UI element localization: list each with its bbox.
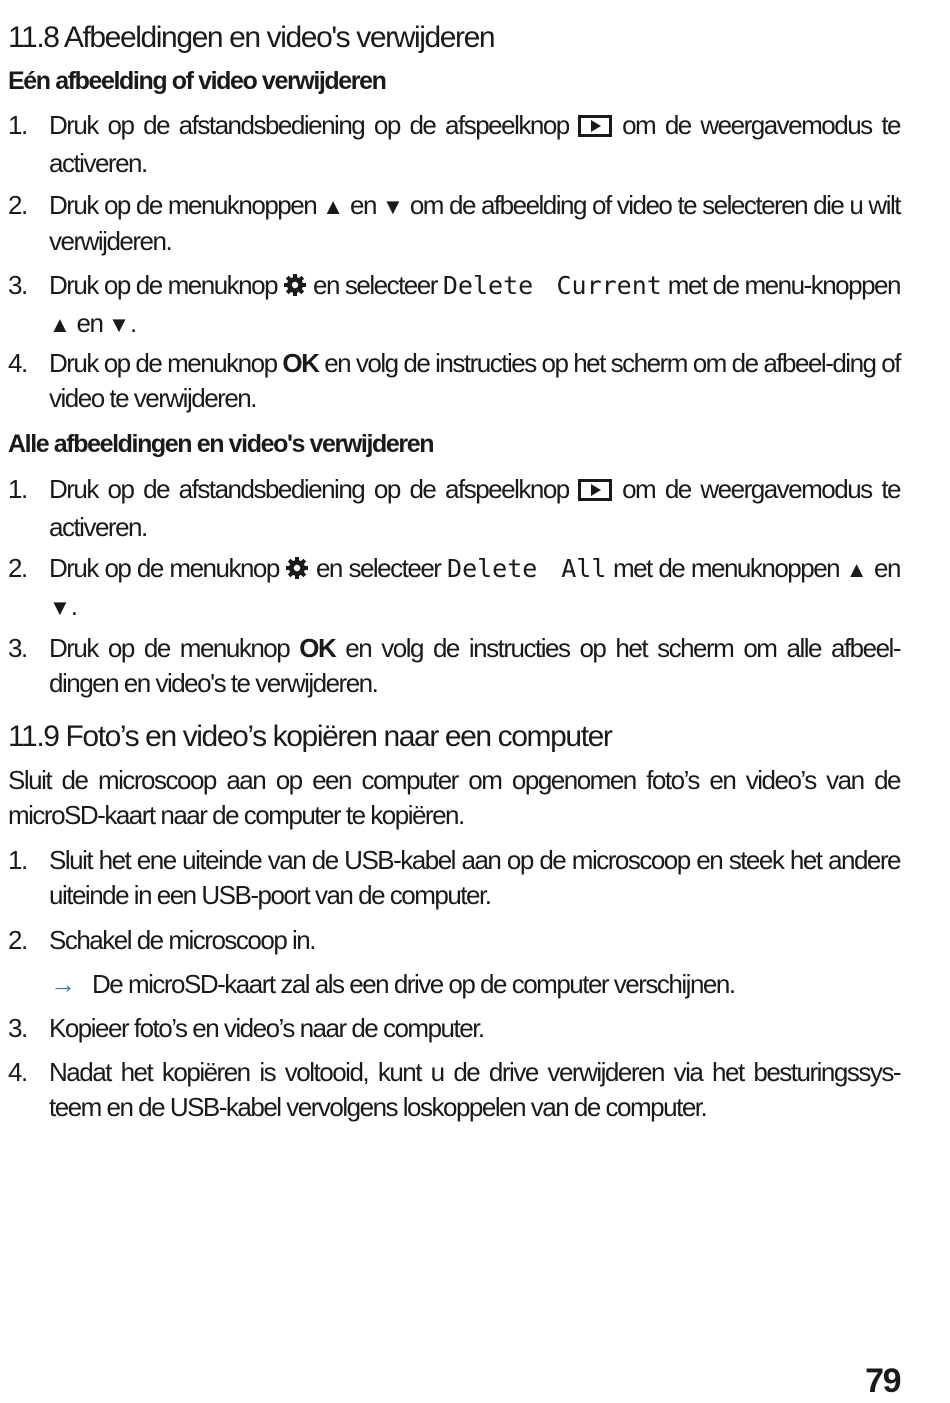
menu-option-code: Delete Current xyxy=(442,271,662,300)
list-item: 1. Sluit het ene uiteinde van de USB-kabel aan op de microscoop en steek het andere uiteinde in een USB-poort van de computer. xyxy=(8,845,900,910)
step-number: 2. xyxy=(8,553,27,583)
arrow-down-icon: ▼ xyxy=(382,194,404,219)
arrow-up-icon: ▲ xyxy=(322,194,344,219)
section-title-11-8: 11.8 Afbeeldingen en video's verwijderen xyxy=(8,21,495,54)
list-item: 2. Druk op de menuknop en selecteer Delete All met de menuknoppen ▲ en ▼. xyxy=(8,551,900,625)
list-item: 3. Kopieer foto’s en video’s naar de computer. xyxy=(8,1011,900,1046)
list-item: 3. Druk op de menuknop en selecteer Delete Current met de menu-knoppen ▲ en ▼. xyxy=(8,268,900,342)
arrow-up-icon: ▲ xyxy=(49,312,71,337)
list-item: 1. Druk op de afstandsbediening op de afspeelknop om de weergavemodus te activeren. xyxy=(8,474,900,542)
section-title-11-9: 11.9 Foto’s en video’s kopiëren naar een computer xyxy=(8,720,612,753)
step-number: 2. xyxy=(8,925,27,955)
menu-option-code: Delete All xyxy=(447,554,607,583)
arrow-up-icon: ▲ xyxy=(845,557,868,582)
list-item: 4. Nadat het kopiëren is voltooid, kunt u de drive verwijderen via het besturingssys-teem en de USB-kabel vervolgens loskoppelen van de computer. xyxy=(8,1057,900,1122)
ok-key-label: OK xyxy=(282,348,319,378)
arrow-down-icon: ▼ xyxy=(49,595,71,620)
ok-key-label: OK xyxy=(299,633,336,663)
play-button-icon xyxy=(578,475,612,510)
step-number: 1. xyxy=(8,845,27,875)
page-number: 79 xyxy=(865,1362,900,1400)
step-number: 2. xyxy=(8,190,27,220)
step-number: 3. xyxy=(8,633,27,663)
step-number: 3. xyxy=(8,270,27,300)
subheading-all: Alle afbeeldingen en video's verwijderen xyxy=(8,430,434,458)
play-button-icon xyxy=(578,111,612,146)
gear-icon xyxy=(285,554,309,589)
list-item: 2. Druk op de menuknoppen ▲ en ▼ om de afbeelding of video te selecteren die u wilt verwijderen. xyxy=(8,190,900,256)
step-number: 4. xyxy=(8,1057,27,1087)
step-number: 3. xyxy=(8,1013,27,1043)
gear-icon xyxy=(283,271,307,306)
step-number: 4. xyxy=(8,348,27,378)
result-note: → De microSD-kaart zal als een drive op de computer verschijnen. xyxy=(8,967,900,1002)
list-item: 2. Schakel de microscoop in. xyxy=(8,923,900,958)
list-item: 4. Druk op de menuknop OK en volg de instructies op het scherm om de afbeel-ding of video te verwijderen. xyxy=(8,348,900,413)
list-item: 3. Druk op de menuknop OK en volg de instructies op het scherm om alle afbeel-dingen en video's te verwijderen. xyxy=(8,633,900,698)
arrow-right-icon: → xyxy=(50,969,76,999)
list-item: 1. Druk op de afstandsbediening op de afspeelknop om de weergavemodus te activeren. xyxy=(8,110,900,178)
step-number: 1. xyxy=(8,110,27,140)
step-number: 1. xyxy=(8,474,27,504)
arrow-down-icon: ▼ xyxy=(108,312,130,337)
subheading-one: Eén afbeelding of video verwijderen xyxy=(8,67,386,95)
section-intro: Sluit de microscoop aan op een computer om opgenomen foto’s en video’s van de microSD-kaart naar de computer te kopiëren. xyxy=(8,765,900,830)
